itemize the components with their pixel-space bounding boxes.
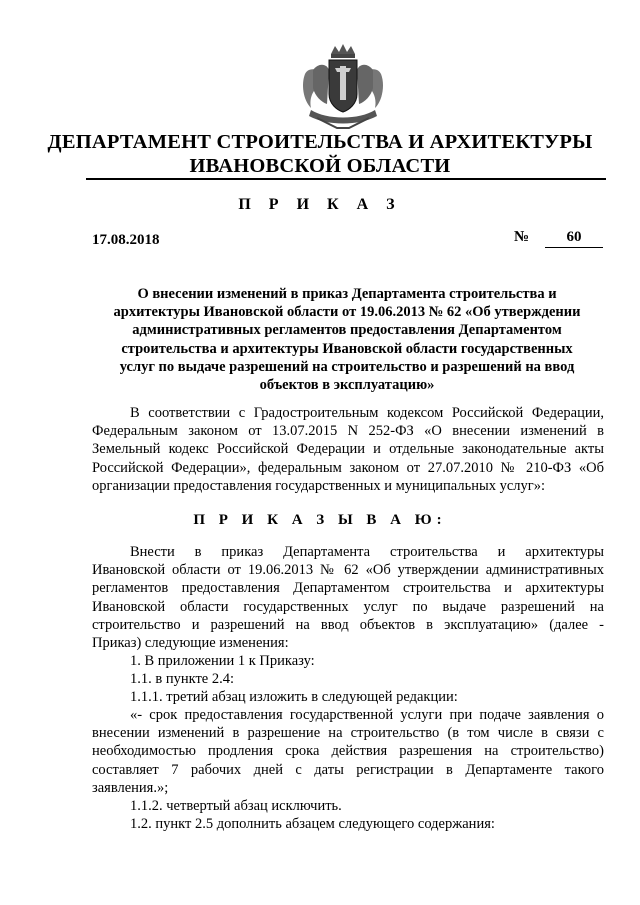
preamble-line: организации предоставления государственных и муниципальных услуг»: bbox=[92, 477, 545, 494]
quote-line: «- срок предоставления государственной услуги при подаче заявления о bbox=[130, 707, 604, 723]
order-heading: П Р И К А З Ы В А Ю: bbox=[193, 512, 447, 528]
subject-line: архитектуры Ивановской области от 19.06.2013 № 62 «Об утверждении bbox=[113, 304, 581, 321]
document-number: 60 bbox=[545, 229, 603, 248]
intro-line: Ивановской области государственных услуг по выдаче разрешений на bbox=[92, 598, 604, 615]
quote-line: заявления.»; bbox=[92, 779, 169, 796]
coat-of-arms-emblem bbox=[297, 44, 389, 130]
document-type-heading: П Р И К А З bbox=[238, 196, 402, 213]
subject-line: О внесении изменений в приказ Департамента строительства и bbox=[137, 286, 557, 302]
preamble-line: Земельный кодекс Российской Федерации и отдельные законодательные акты bbox=[92, 441, 604, 458]
intro-line: регламентов предоставления Департаментом строительства и архитектуры bbox=[92, 580, 604, 597]
subject-line: строительства и архитектуры Ивановской области государственных bbox=[121, 340, 573, 357]
subject-line: услуг по выдаче разрешений на строительство и разрешений на ввод bbox=[119, 358, 575, 375]
preamble-line: Федеральным законом от 13.07.2015 N 252-ФЗ «О внесении изменений в bbox=[92, 423, 604, 440]
item-1: 1. В приложении 1 к Приказу: bbox=[130, 653, 315, 669]
document-subject bbox=[92, 285, 602, 394]
department-title-line1: ДЕПАРТАМЕНТ СТРОИТЕЛЬСТВА И АРХИТЕКТУРЫ bbox=[47, 131, 593, 153]
quoted-amendment bbox=[92, 706, 604, 797]
intro-line: строительство и разрешений на ввод объектов в эксплуатацию» (далее - bbox=[92, 616, 604, 633]
document-date: 17.08.2018 bbox=[92, 232, 160, 248]
order-intro-paragraph bbox=[92, 543, 604, 652]
intro-line: Ивановской области от 19.06.2013 № 62 «Об утверждении административных bbox=[92, 562, 604, 579]
quote-line: внесении изменений в разрешение на строительство (в том числе в связи с bbox=[92, 725, 604, 742]
item-1-1-2: 1.1.2. четвертый абзац исключить. bbox=[130, 798, 342, 814]
document-number-label: № bbox=[514, 229, 530, 245]
item-1-1: 1.1. в пункте 2.4: bbox=[130, 671, 235, 687]
intro-line: Приказ) следующие изменения: bbox=[92, 635, 289, 652]
item-1-2: 1.2. пункт 2.5 дополнить абзацем следующего содержания: bbox=[130, 816, 495, 832]
subject-line: административных регламентов предоставления Департаментом bbox=[132, 322, 562, 339]
department-title-line2: ИВАНОВСКОЙ ОБЛАСТИ bbox=[189, 155, 451, 177]
item-1-1-1: 1.1.1. третий абзац изложить в следующей редакции: bbox=[130, 689, 458, 705]
quote-line: необходимостью продления срока действия разрешения на строительство) bbox=[92, 743, 604, 760]
preamble-paragraph bbox=[92, 404, 604, 495]
preamble-line: Российской Федерации», федеральным законом от 27.07.2010 № 210-ФЗ «Об bbox=[92, 459, 604, 476]
quote-line: составляет 7 рабочих дней с даты регистрации в Департаменте такого bbox=[92, 761, 604, 778]
subject-line: объектов в эксплуатацию» bbox=[259, 377, 435, 394]
preamble-line: В соответствии с Градостроительным кодексом Российской Федерации, bbox=[130, 405, 604, 421]
header-divider bbox=[86, 178, 606, 180]
intro-line: Внести в приказ Департамента строительства и архитектуры bbox=[130, 544, 604, 560]
